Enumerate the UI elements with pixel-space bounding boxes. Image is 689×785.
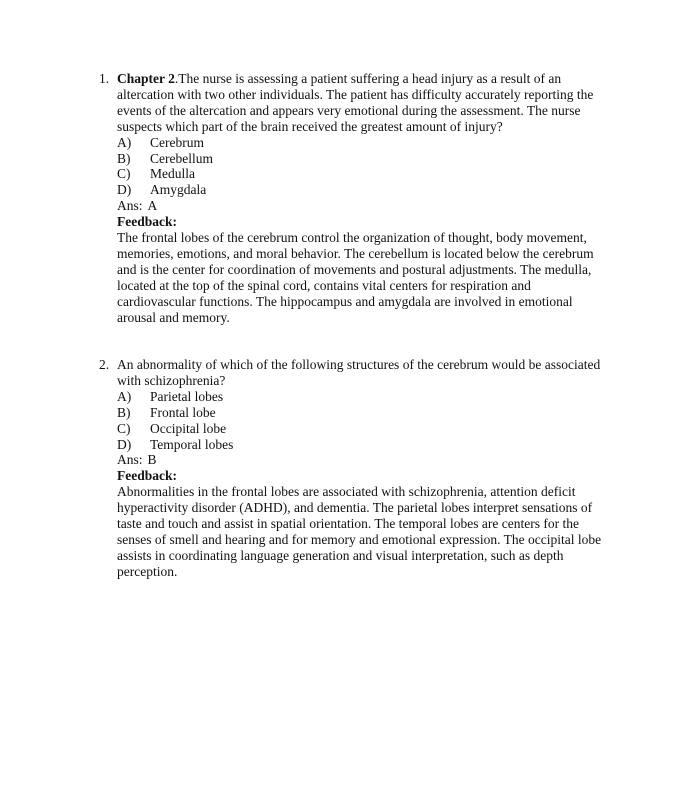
option-text: Cerebellum (150, 150, 213, 166)
option-text: Cerebrum (150, 134, 204, 150)
option-a (117, 389, 612, 405)
option-text: Temporal lobes (150, 436, 234, 452)
question-number: 1. (99, 71, 110, 86)
option-b (117, 151, 612, 167)
answer-line (117, 198, 612, 214)
option-d (117, 437, 612, 453)
question-2 (99, 357, 612, 580)
question-number: 2. (99, 357, 110, 372)
option-text: Medulla (150, 166, 195, 182)
answer-label: Ans: (117, 452, 143, 468)
option-letter: D) (117, 436, 132, 452)
option-a (117, 135, 612, 151)
option-letter: B) (117, 404, 131, 420)
answer-options (117, 135, 612, 199)
option-letter: A) (117, 134, 132, 150)
option-text: Parietal lobes (150, 388, 224, 404)
option-letter: C) (117, 420, 131, 436)
answer-line (117, 452, 612, 468)
feedback-text: The frontal lobes of the cerebrum control the organization of thought, body movement, memories, emotions, and moral behavior. The cerebellum is located below the cerebrum and is the center for coordination of movements and postural adjustments. The medulla, located at the top of the spinal cord, contains vital centers for respiration and cardiovascular functions. The hippocampus and amygdala are involved in emotional arousal and memory. (117, 230, 594, 325)
feedback-text: Abnormalities in the frontal lobes are associated with schizophrenia, attention deficit hyperactivity disorder (ADHD), and dementia. The parietal lobes interpret sensations of taste and touch and assist in spatial orientation. The temporal lobes are centers for the senses of smell and hearing and for memory and emotional expression. The occipital lobe assists in coordinating language generation and visual interpretation, such as depth perception. (117, 484, 602, 579)
answer-options (117, 389, 612, 453)
answer-label: Ans: (117, 198, 143, 214)
answer-value: A (147, 198, 158, 214)
chapter-label: Chapter 2 (117, 71, 175, 86)
feedback-label: Feedback: (117, 214, 177, 230)
option-d (117, 182, 612, 198)
question-stem (117, 71, 612, 135)
feedback-label: Feedback: (117, 468, 177, 484)
question-stem (117, 357, 612, 389)
answer-value: B (147, 452, 157, 468)
question-text: .The nurse is assessing a patient suffering a head injury as a result of an altercation with two other individuals. The patient has difficulty accurately reporting the events of the altercation and appears very emotional during the assessment. The nurse suspects which part of the brain received the greatest amount of injury? (117, 71, 594, 134)
option-b (117, 405, 612, 421)
option-letter: D) (117, 182, 132, 198)
option-c (117, 421, 612, 437)
option-letter: C) (117, 166, 131, 182)
option-text: Occipital lobe (150, 420, 227, 436)
option-text: Amygdala (150, 182, 207, 198)
option-c (117, 166, 612, 182)
option-text: Frontal lobe (150, 404, 216, 420)
question-text: An abnormality of which of the following structures of the cerebrum would be associated with schizophrenia? (117, 357, 601, 388)
question-1 (99, 71, 612, 326)
option-letter: A) (117, 388, 132, 404)
option-letter: B) (117, 150, 131, 166)
